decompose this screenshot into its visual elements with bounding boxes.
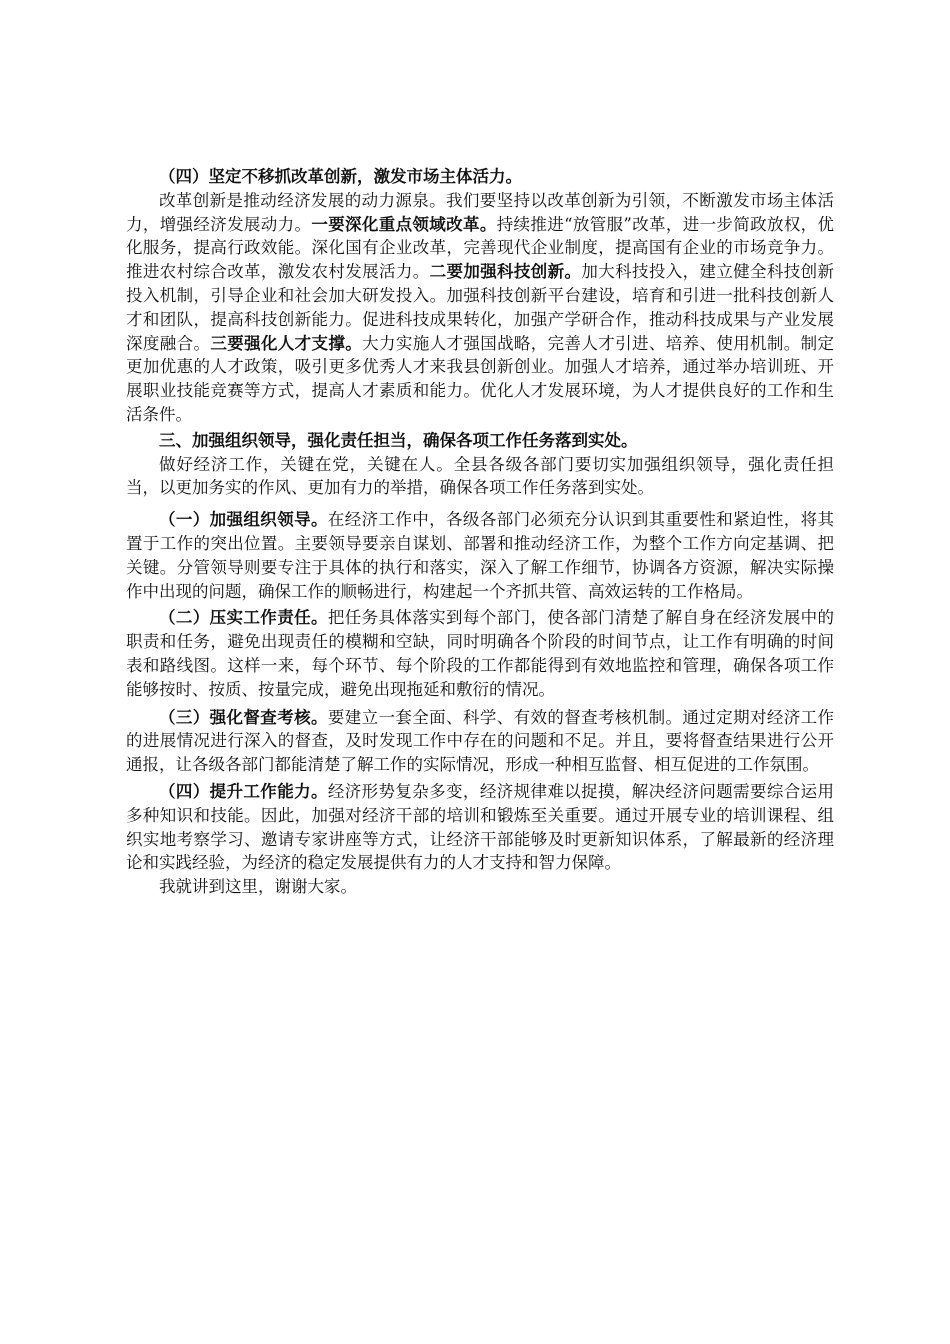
- point-text-deepen-reform: 持续推进“放管服”改革，进一步简政放权，优化服务，提高行政效能。深化国有企业改革，完善现代企业制度，提高国有企业的市场竞争力。推进农村综合改革，激发农村发展活力。: [126, 214, 835, 282]
- paragraph-item-1: [126, 508, 834, 603]
- item-title: （一）加强组织领导。: [159, 510, 328, 530]
- paragraph-intro-text: 改革创新是推动经济发展的动力源泉。我们要坚持以改革创新为引领，不断激发市场主体活力，增强经济发展动力。: [126, 190, 834, 234]
- point-text-tech-innovation: 加大科技投入，建立健全科技创新投入机制，引导企业和社会加大研发投入。加强科技创新平台建设，培育和引进一批科技创新人才和团队，提高科技创新能力。促进科技成果转化，加强产学研合作，推动科技成果与产业发展深度融合。: [126, 262, 835, 353]
- item-title: （四）提升工作能力。: [159, 781, 328, 801]
- point-title-talent-support: 三要强化人才支撑。: [210, 333, 363, 353]
- point-text-talent-support: 大力实施人才强国战略，完善人才引进、培养、使用机制。制定更加优惠的人才政策，吸引更多优秀人才来我县创新创业。加强人才培养，通过举办培训班、开展职业技能竞赛等方式，提高人才素质和能力。优化人才发展环境，为人才提供良好的工作和生活条件。: [126, 333, 835, 424]
- document-page: [126, 165, 834, 899]
- item-text: 要建立一套全面、科学、有效的督查考核机制。通过定期对经济工作的进展情况进行深入的督查，及时发现工作中存在的问题和不足。并且，要将督查结果进行公开通报，让各级各部门都能清楚了解工作的实际情况，形成一种相互监督、相互促进的工作氛围。: [126, 707, 835, 775]
- paragraph-closing: 我就讲到这里，谢谢大家。: [159, 877, 357, 897]
- point-title-deepen-reform: 一要深化重点领域改革。: [311, 214, 497, 234]
- item-title: （三）强化督查考核。: [159, 707, 328, 727]
- item-text: 在经济工作中，各级各部门必须充分认识到其重要性和紧迫性，将其置于工作的突出位置。主要领导要亲自谋划、部署和推动经济工作，为整个工作方向定基调、把关键。分管领导则要专注于具体的执行和落实，深入了解工作细节，协调各方资源，解决实际操作中出现的问题，确保工作的顺畅进行，构建起一个齐抓共管、高效运转的工作格局。: [126, 510, 835, 601]
- item-text: 经济形势复杂多变，经济规律难以捉摸，解决经济问题需要综合运用多种知识和技能。因此，加强对经济干部的培训和锻炼至关重要。通过开展专业的培训课程、组织实地考察学习、邀请专家讲座等方式，让经济干部能够及时更新知识体系，了解最新的经济理论和实践经验，为经济的稳定发展提供有力的人才支持和智力保障。: [126, 781, 835, 873]
- point-title-tech-innovation: 二要加强科技创新。: [429, 262, 582, 282]
- paragraph-organization-intro: 做好经济工作，关键在党，关键在人。全县各级各部门要切实加强组织领导，强化责任担当，以更加务实的作风、更加有力的举措，确保各项工作任务落到实处。: [126, 454, 834, 498]
- item-text: 把任务具体落实到每个部门，使各部门清楚了解自身在经济发展中的职责和任务，避免出现责任的模糊和空缺，同时明确各个阶段的时间节点，让工作有明确的时间表和路线图。这样一来，每个环节、每个阶段的工作都能得到有效地监控和管理，确保各项工作能够按时、按质、按量完成，避免出现拖延和敷衍的情况。: [126, 608, 835, 699]
- item-title: （二）压实工作责任。: [159, 608, 328, 628]
- part-heading-organization: 三、加强组织领导，强化责任担当，确保各项工作任务落到实处。: [159, 430, 638, 450]
- paragraph-item-2: [126, 606, 834, 701]
- paragraph-item-4: [126, 780, 834, 875]
- section-heading-reform: （四）坚定不移抓改革创新，激发市场主体活力。: [159, 167, 522, 186]
- paragraph-item-3: [126, 706, 834, 777]
- paragraph-reform-innovation: [126, 189, 834, 427]
